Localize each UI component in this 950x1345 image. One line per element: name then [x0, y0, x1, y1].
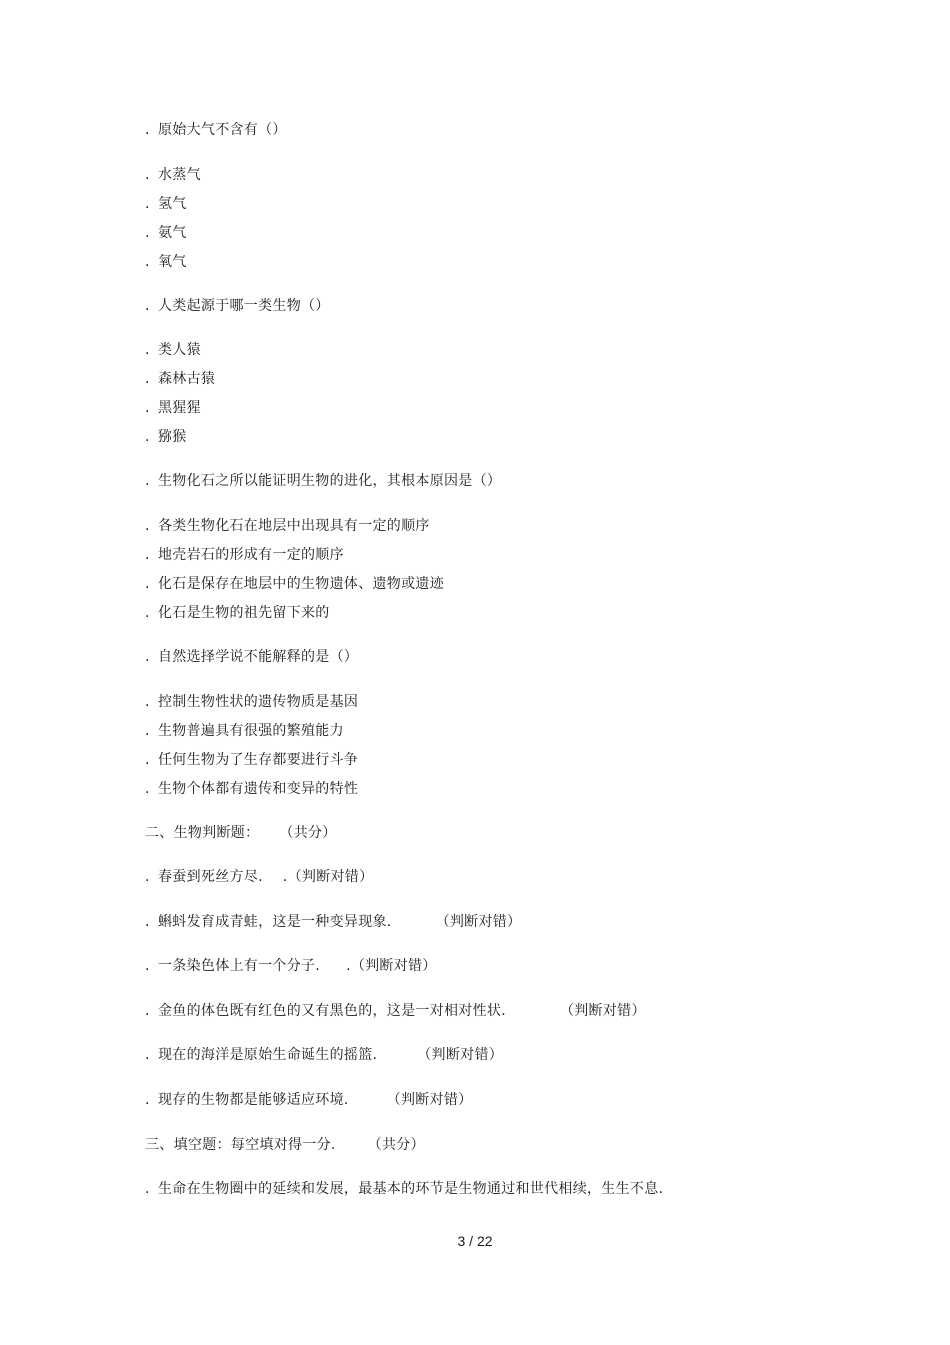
- question-3-option: . 地壳岩石的形成有一定的顺序: [145, 547, 344, 563]
- judgment-item: . 现存的生物都是能够适应环境. （判断对错）: [145, 1092, 473, 1108]
- question-1-option: . 氢气: [145, 196, 187, 212]
- page-number: 3 / 22: [457, 1233, 493, 1249]
- question-1-option: . 氨气: [145, 225, 187, 241]
- judgment-item: . 蝌蚪发育成青蛙，这是一种变异现象. （判断对错）: [145, 914, 522, 930]
- fill-blank-item: . 生命在生物圈中的延续和发展，最基本的环节是生物通过和世代相续，生生不息.: [145, 1181, 664, 1197]
- question-3-option: . 化石是保存在地层中的生物遗体、遗物或遗迹: [145, 576, 444, 592]
- judgment-item: . 一条染色体上有一个分子. .（判断对错）: [145, 958, 437, 974]
- section-2-heading: 二、生物判断题： （共分）: [145, 825, 337, 841]
- question-4-option: . 生物个体都有遗传和变异的特性: [145, 781, 359, 797]
- question-2-option: . 黑猩猩: [145, 400, 201, 416]
- question-4-option: . 任何生物为了生存都要进行斗争: [145, 752, 359, 768]
- question-3-option: . 化石是生物的祖先留下来的: [145, 605, 330, 621]
- section-2-score: （共分）: [279, 825, 337, 841]
- question-3-stem: . 生物化石之所以能证明生物的进化，其根本原因是（）: [145, 473, 502, 489]
- question-1-stem: . 原始大气不含有（）: [145, 122, 287, 138]
- question-4-option: . 控制生物性状的遗传物质是基因: [145, 694, 359, 710]
- question-2-option: . 猕猴: [145, 429, 187, 445]
- judgment-item: . 现在的海洋是原始生命诞生的摇篮. （判断对错）: [145, 1047, 504, 1063]
- question-3-option: . 各类生物化石在地层中出现具有一定的顺序: [145, 518, 430, 534]
- question-4-option: . 生物普遍具有很强的繁殖能力: [145, 723, 344, 739]
- section-3-heading: 三、填空题：每空填对得一分. （共分）: [145, 1137, 425, 1153]
- question-1-option: . 水蒸气: [145, 167, 201, 183]
- section-3-score: （共分）: [367, 1137, 425, 1153]
- question-2-option: . 类人猿: [145, 342, 201, 358]
- question-1-option: . 氧气: [145, 254, 187, 270]
- question-4-stem: . 自然选择学说不能解释的是（）: [145, 649, 359, 665]
- question-2-option: . 森林古猿: [145, 371, 216, 387]
- question-2-stem: . 人类起源于哪一类生物（）: [145, 298, 330, 314]
- judgment-item: . 春蚕到死丝方尽. .（判断对错）: [145, 869, 374, 885]
- judgment-item: . 金鱼的体色既有红色的又有黑色的，这是一对相对性状. （判断对错）: [145, 1003, 646, 1019]
